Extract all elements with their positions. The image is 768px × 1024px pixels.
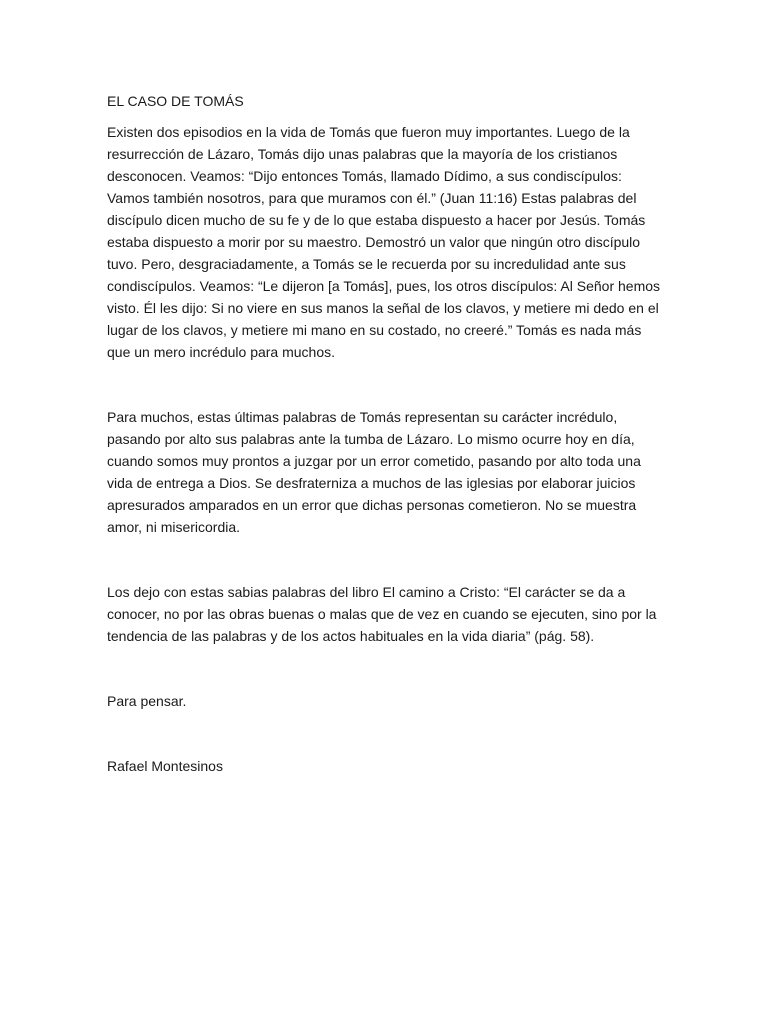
document-page	[107, 90, 663, 777]
paragraph-2: Para muchos, estas últimas palabras de Tomás representan su carácter incrédulo, pasando por alto sus palabras ante la tumba de Lázaro. Lo mismo ocurre hoy en día, cuando somos muy prontos a juzgar por un error cometido, pasando por alto toda una vida de entrega a Dios. Se desfraterniza a muchos de las iglesias por elaborar juicios apresurados amparados en un error que dichas personas cometieron. No se muestra amor, ni misericordia.	[107, 409, 641, 535]
closing-line: Para pensar.	[107, 693, 187, 709]
document-title: EL CASO DE TOMÁS	[107, 93, 244, 109]
paragraph-3: Los dejo con estas sabias palabras del libro El camino a Cristo: “El carácter se da a conocer, no por las obras buenas o malas que de vez en cuando se ejecuten, sino por la tendencia de las palabras y de los actos habituales en la vida diaria” (pág. 58).	[107, 584, 657, 644]
paragraph-1: Existen dos episodios en la vida de Tomás que fueron muy importantes. Luego de la resurrección de Lázaro, Tomás dijo unas palabras que la mayoría de los cristianos desconocen. Veamos: “Dijo entonces Tomás, llamado Dídimo, a sus condiscípulos: Vamos también nosotros, para que muramos con él.” (Juan 11:16) Estas palabras del discípulo dicen mucho de su fe y de lo que estaba dispuesto a hacer por Jesús. Tomás estaba dispuesto a morir por su maestro. Demostró un valor que ningún otro discípulo tuvo. Pero, desgraciadamente, a Tomás se le recuerda por su incredulidad ante sus condiscípulos. Veamos: “Le dijeron [a Tomás], pues, los otros discípulos: Al Señor hemos visto. Él les dijo: Si no viere en sus manos la señal de los clavos, y metiere mi dedo en el lugar de los clavos, y metiere mi mano en su costado, no creeré.” Tomás es nada más que un mero incrédulo para muchos.	[107, 124, 661, 360]
author-signature: Rafael Montesinos	[107, 758, 223, 774]
